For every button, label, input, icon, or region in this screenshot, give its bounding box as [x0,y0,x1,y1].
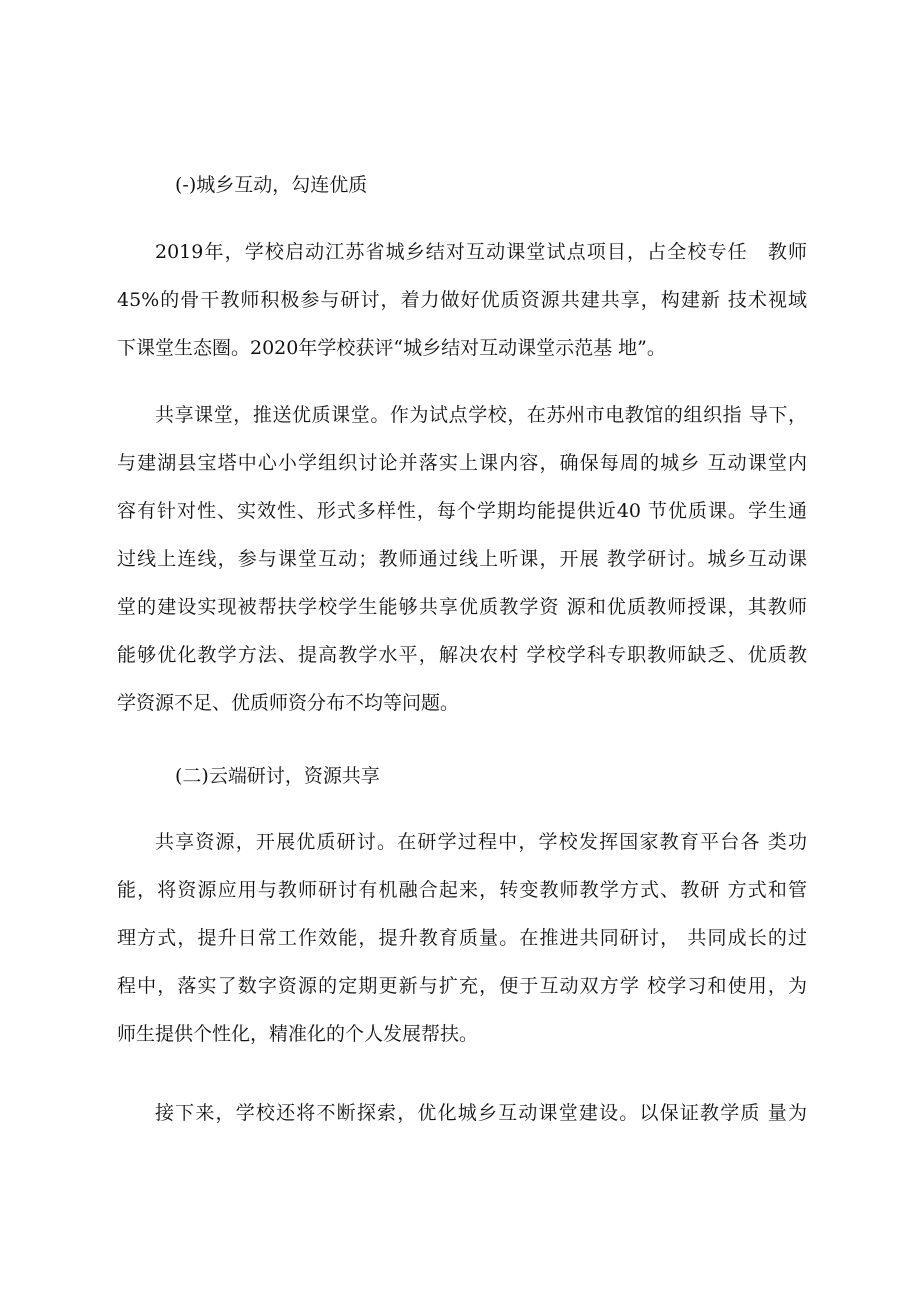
section-heading-2: (二)云端研讨，资源共享 [175,765,380,787]
paragraph-line: 学资源不足、优质师资分布不均等问题。 [117,692,460,714]
paragraph-line: 能，将资源应用与教师研讨有机融合起来，转变教师教学方式、教研 方式和管 [117,879,807,901]
section-heading-1: (-)城乡互动，勾连优质 [175,174,368,196]
paragraph-line: 与建湖县宝塔中心小学组织讨论并落实上课内容，确保每周的城乡 互动课堂内 [117,452,807,474]
paragraph-line: 能够优化教学方法、提高教学水平，解决农村 学校学科专职教师缺乏、优质教 [117,644,807,666]
paragraph-line: 理方式，提升日常工作效能，提升教育质量。在推进共同研讨， 共同成长的过 [117,927,807,949]
paragraph-line: 师生提供个性化，精准化的个人发展帮扶。 [117,1023,479,1045]
paragraph-line: 接下来，学校还将不断探索，优化城乡互动课堂建设。以保证教学质 量为 [155,1102,807,1124]
paragraph-line: 共享课堂，推送优质课堂。作为试点学校，在苏州市电教馆的组织指 导下， [155,404,807,426]
paragraph-line: 45%的骨干教师积极参与研讨，着力做好优质资源共建共享，构建新 技术视域 [117,289,807,311]
paragraph-line: 程中，落实了数字资源的定期更新与扩充，便于互动双方学 校学习和使用，为 [117,975,807,997]
paragraph-line: 堂的建设实现被帮扶学校学生能够共享优质教学资 源和优质教师授课，其教师 [117,596,807,618]
paragraph-line: 过线上连线，参与课堂互动；教师通过线上听课，开展 教学研讨。城乡互动课 [117,548,807,570]
paragraph-line: 下课堂生态圈。2020年学校获评“城乡结对互动课堂示范基 地”。 [117,337,666,359]
paragraph-line: 2019年，学校启动江苏省城乡结对互动课堂试点项目，占全校专任 教师 [155,241,807,263]
paragraph-line: 容有针对性、实效性、形式多样性，每个学期均能提供近40 节优质课。学生通 [117,500,807,522]
paragraph-line: 共享资源，开展优质研讨。在研学过程中，学校发挥国家教育平台各 类功 [155,831,807,853]
